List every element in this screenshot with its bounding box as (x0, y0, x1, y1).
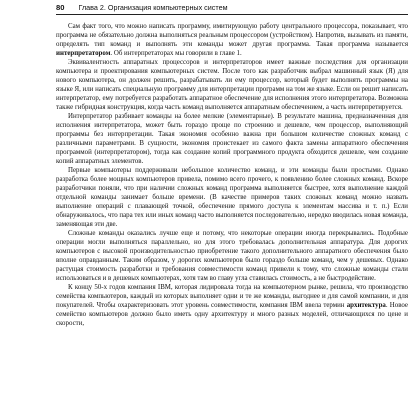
paragraph-interpreter-cost (56, 112, 408, 166)
running-header (56, 2, 408, 15)
paragraph-text: . Об интерпретаторах мы говорили в главе 1. (110, 50, 242, 57)
term-interpreter: интерпретатором (56, 50, 111, 57)
body-text (56, 22, 408, 416)
term-architecture: архитектура (346, 302, 386, 309)
paragraph-text: Интерпретатор разбивает команды на более мелкие (элементарные). В результате машина, предназначенная для исполнения интерпретатора, может быть гораздо проще по строению и дешевле, чем процессор, выполняющий программы без интерпретации. Такая экономия особенно важна при большом количестве сложных команд с различными параметрами. В сущности, экономия проистекает из самого факта замены аппаратного обеспечения программой (интерпретатором), тогда как создание копий программного продукта обходится дешевле, чем создание копий аппаратных элементов. (56, 113, 408, 165)
paragraph-text: Сложные команды оказались лучше еще и потому, что некоторые операции иногда перекрывались. Подобные операции могли выполняться параллельно, но для этого требовалась дополнительная аппаратура. Для дорогих компьютеров с высокой производительностью приобретение такого дополнительного аппаратного обеспечения было вполне оправданным. Таким образом, у дорогих компьютеров было гораздо больше команд, чем у дешевых. Однако растущая стоимость разработки и требования совместимости команд привели к тому, что сложные команды стали использоваться и в дешевых компьютерах, хотя там во главу угла ставилась стоимость, а не быстродействие. (56, 230, 408, 282)
paragraph-text: Первые компьютеры поддерживали небольшое количество команд, и эти команды были простыми. Однако разработка более мощных компьютеров привела, помимо всего прочего, к появлению более сложных команд. Вскоре разработчики поняли, что при наличии сложных команд программа выполняется быстрее, хотя выполнение каждой отдельной команды занимает больше времени. (В качестве примеров таких сложных команд можно назвать выполнение операций с плавающей точкой, обеспечение прямого доступа к элементам массива и т. п.) Если обнаруживалось, что пара тех или иных команд часто выполняется последовательно, нередко вводилась новая команда, заменяющая эти две. (56, 167, 408, 228)
paragraph-text: Эквивалентность аппаратных процессоров и интерпретаторов имеет важные последствия для организации компьютера и проектирования компьютерных систем. После того как разработчик выбрал машинный язык (Я) для нового компьютера, он должен решить, разрабатывать ли ему процессор, который будет выполнять программы на языке Я, или написать специальную программу для интерпретации программ на том же языке. Если он решит написать интерпретатор, ему потребуется разработать аппаратное обеспечение для исполнения этого интерпретатора. Возможна также гибридная конструкция, когда часть команд выполняется аппаратным обеспечением, а часть интерпретируется. (56, 59, 408, 111)
page-number: 80 (56, 3, 65, 12)
paragraph-text: . Новое семейство компьютеров должно было иметь одну архитектуру и много разных моделей, отличающихся по цене и скорости, (56, 302, 408, 327)
paragraph-interpreter-intro (56, 22, 408, 58)
paragraph-equivalence (56, 58, 408, 112)
chapter-title: Глава 2. Организация компьютерных систем (78, 3, 228, 12)
paragraph-text: Сам факт того, что можно написать программу, имитирующую работу центрального процессора, показывает, что программа не обязательно должна выполняться реальным процессором (устройством). Напротив, вызывать из памяти, определять тип команд и выполнять эти команды может другая программа. Такая программа называется (56, 23, 408, 48)
paragraph-complex-commands (56, 229, 408, 283)
paragraph-text: К концу 50-х годов компания IBM, которая лидировала тогда на компьютерном рынке, решила, что производство семейства компьютеров, каждый из которых выполняет одни и те же команды, выгоднее и для самой компании, и для покупателей. Чтобы охарактеризовать этот уровень совместимости, компания IBM ввела термин (56, 284, 408, 309)
paragraph-early-computers (56, 166, 408, 229)
paragraph-ibm-architecture (56, 283, 408, 328)
